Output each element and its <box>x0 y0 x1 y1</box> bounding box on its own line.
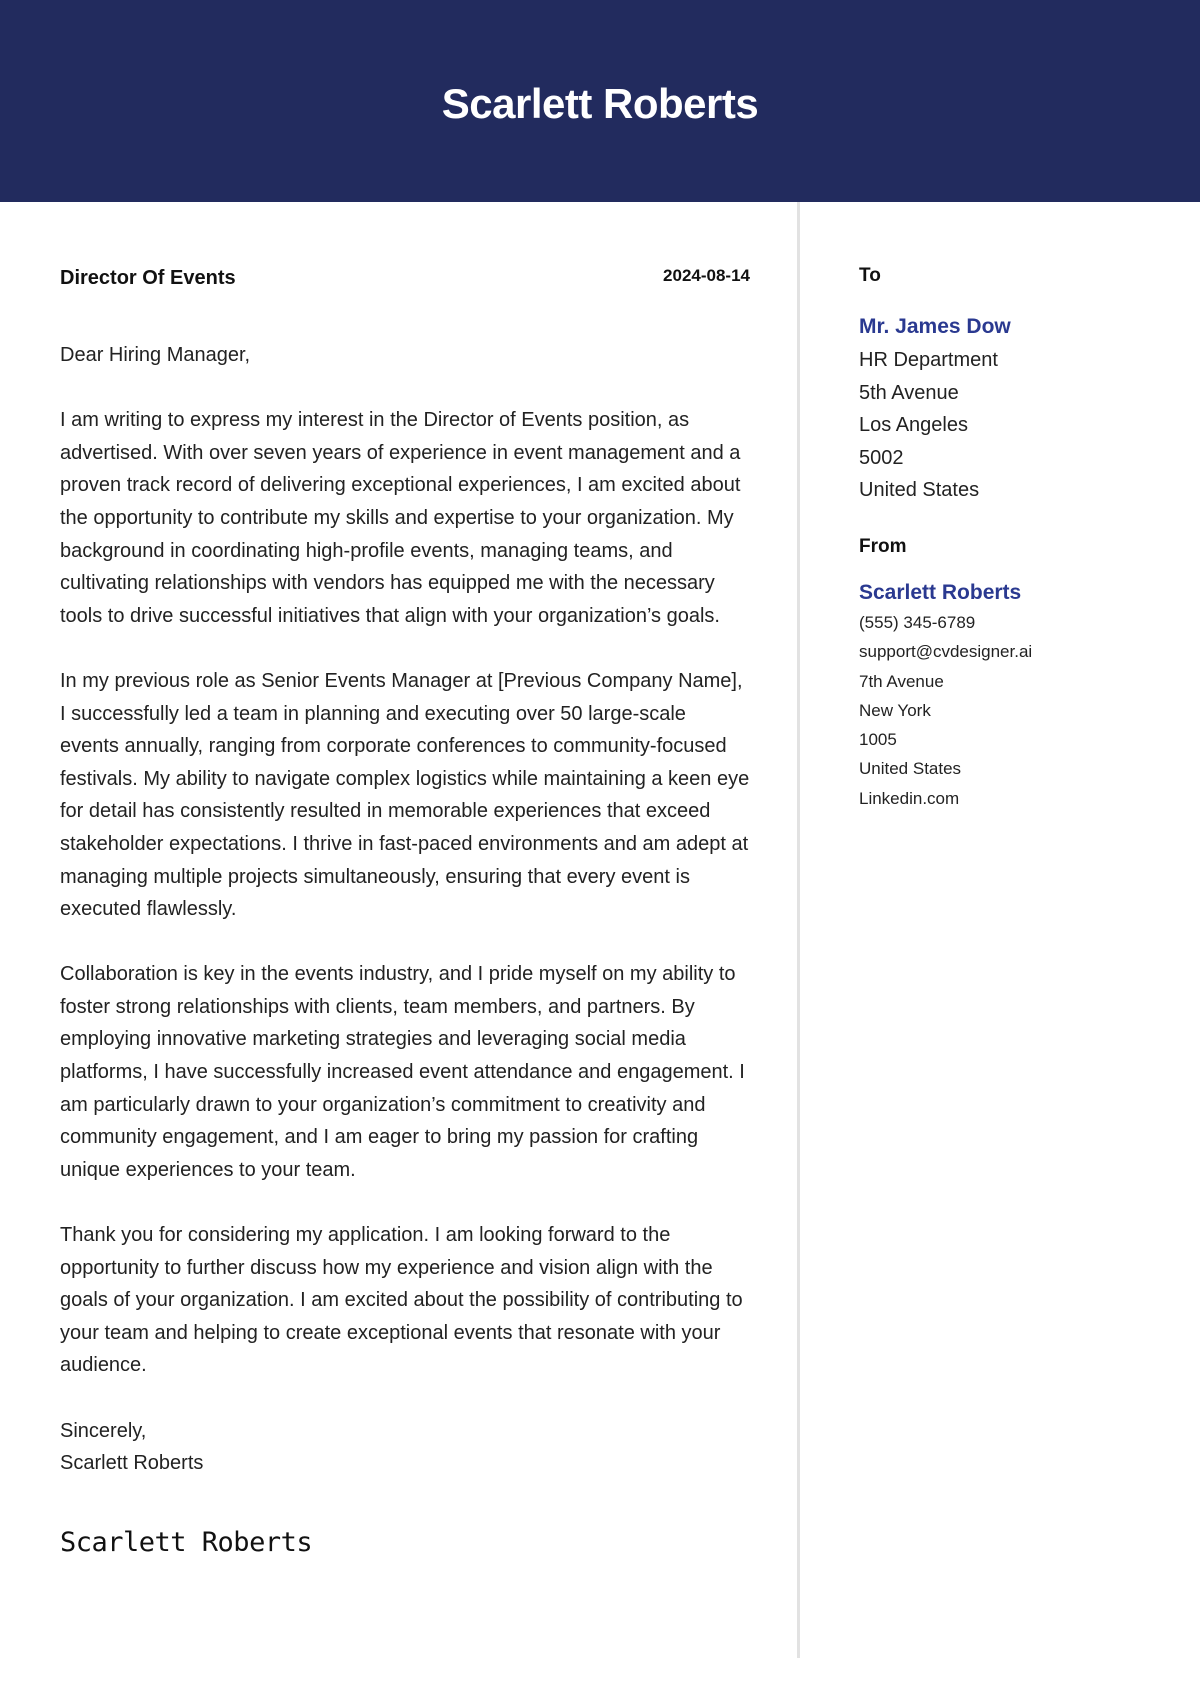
paragraph-2: In my previous role as Senior Events Manager at [Previous Company Name], I successfully led a team in planning and executing over 50 large-scale events annually, ranging from corporate conferences to community-focused festivals. My ability to navigate complex logistics while maintaining a keen eye for detail has consistently resulted in memorable experiences that exceed stakeholder expectations. I thrive in fast-paced environments and am adept at managing multiple projects simultaneously, ensuring that every event is executed flawlessly. <box>60 669 750 921</box>
contact-sidebar <box>859 262 1179 813</box>
recipient-postal-code: 5002 <box>859 446 904 469</box>
recipient-city: Los Angeles <box>859 414 968 437</box>
paragraph-1: I am writing to express my interest in the Director of Events position, as advertised. With over seven years of experience in event management and a proven track record of delivering exceptional experiences, I am excited about the opportunity to contribute my skills and expertise to your organization. My background in coordinating high-profile events, managing teams, and cultivating relationships with vendors has equipped me with the necessary tools to drive successful initiatives that align with your organization’s goals. <box>60 409 741 627</box>
recipient-country: United States <box>859 479 980 502</box>
sender-postal-code: 1005 <box>859 730 897 750</box>
paragraph-3: Collaboration is key in the events industry, and I pride myself on my ability to foster strong relationships with clients, team members, and partners. By employing innovative marketing strategies and leveraging social media platforms, I have successfully increased event attendance and engagement. I am particularly drawn to your organization’s commitment to creativity and community engagement, and I am eager to bring my passion for crafting unique experiences to your team. <box>60 963 745 1181</box>
sender-email: support@cvdesigner.ai <box>859 642 1033 662</box>
recipient-name: Mr. James Dow <box>859 315 1011 338</box>
recipient-department: HR Department <box>859 349 998 371</box>
column-divider <box>797 202 800 1658</box>
job-title: Director Of Events <box>60 267 236 289</box>
applicant-name-heading: Scarlett Roberts <box>441 80 759 127</box>
sender-heading: From <box>859 535 907 557</box>
recipient-heading: To <box>859 265 881 286</box>
header-banner <box>0 0 1200 202</box>
recipient-street: 5th Avenue <box>859 381 959 404</box>
sender-phone: (555) 345-6789 <box>859 612 976 632</box>
sender-name: Scarlett Roberts <box>859 580 1022 604</box>
closing-name: Scarlett Roberts <box>60 1452 204 1475</box>
sender-city: New York <box>859 700 931 720</box>
sender-block <box>859 533 1179 813</box>
paragraph-4: Thank you for considering my application. I am looking forward to the opportunity to further discuss how my experience and vision align with the goals of your organization. I am excited about the possibility of contributing to your team and helping to create exceptional events that resonate with your audience. <box>60 1224 743 1377</box>
closing-salutation: Sincerely, <box>60 1419 147 1442</box>
greeting: Dear Hiring Manager, <box>60 344 251 366</box>
recipient-block <box>859 262 1179 507</box>
letter-body <box>60 339 750 1480</box>
closing-block <box>60 1415 750 1480</box>
letter-date: 2024-08-14 <box>663 266 750 285</box>
sender-website: Linkedin.com <box>859 788 960 808</box>
sender-street: 7th Avenue <box>859 671 944 691</box>
sender-country: United States <box>859 759 962 779</box>
signature: Scarlett Roberts <box>60 1527 313 1558</box>
